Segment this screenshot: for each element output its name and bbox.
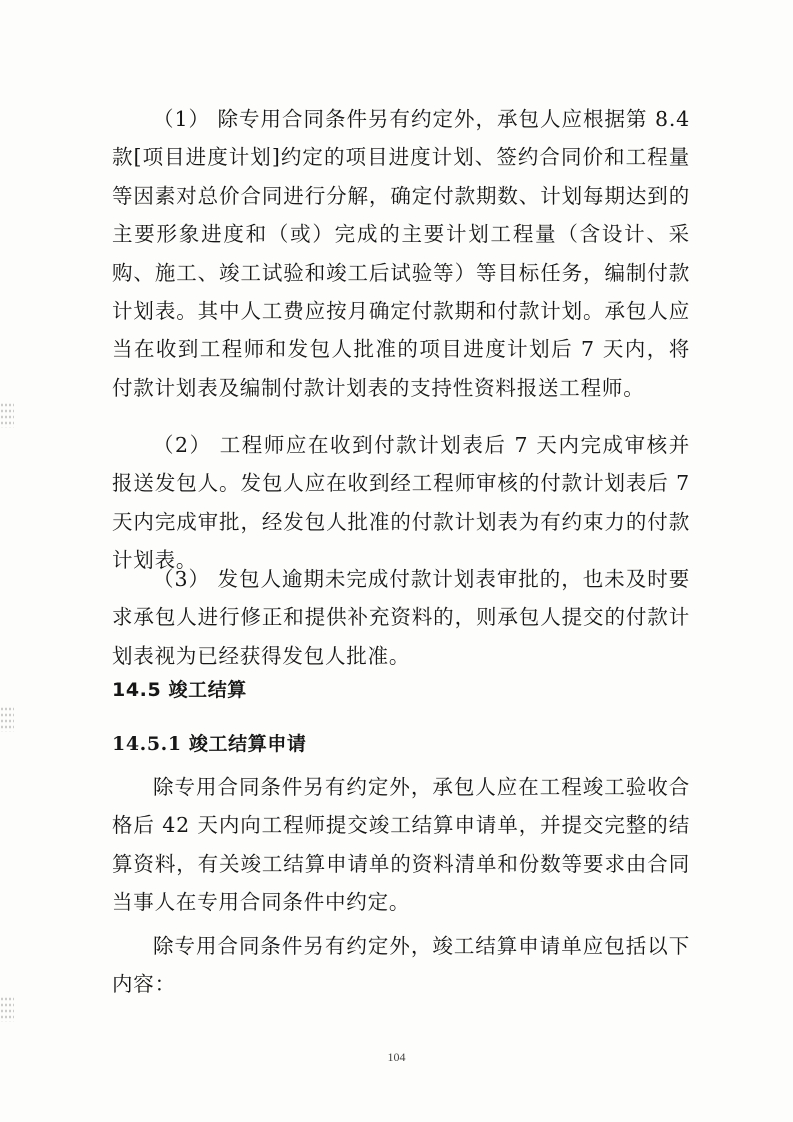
paragraph-payment-plan-2: （2） 工程师应在收到付款计划表后 7 天内完成审核并报送发包人。发包人应在收到经工程师审核的付款计划表后 7 天内完成审批，经发包人批准的付款计划表为有约束力的付款计划表。 — [112, 433, 690, 573]
scan-binding-mark — [0, 996, 14, 1022]
paragraph-payment-plan-1: （1） 除专用合同条件另有约定外，承包人应根据第 8.4 款[项目进度计划]约定的项目进度计划、签约合同价和工程量等因素对总价合同进行分解，确定付款期数、计划每期达到的主要形象进度和（或）完成的主要计划工程量（含设计、采购、施工、竣工试验和竣工后试验等）等目标任务，编制付款计划表。其中人工费应按月确定付款期和付款计划。承包人应当在收到工程师和发包人批准的项目进度计划后 7 天内，将付款计划表及编制付款计划表的支持性资料报送工程师。 — [112, 107, 690, 400]
scan-binding-mark — [0, 402, 14, 428]
paragraph-settlement-application: 除专用合同条件另有约定外，承包人应在工程竣工验收合格后 42 天内向工程师提交竣工结算申请单，并提交完整的结算资料，有关竣工结算申请单的资料清单和份数等要求由合同当事人在专用合同条件中约定。 — [112, 775, 690, 915]
subsection-heading: 14.5.1 竣工结算申请 — [112, 733, 307, 755]
scan-binding-mark — [0, 706, 14, 732]
page-number: 104 — [387, 1050, 406, 1064]
paragraph-payment-plan-3: （3） 发包人逾期未完成付款计划表审批的，也未及时要求承包人进行修正和提供补充资料的，则承包人提交的付款计划表视为已经获得发包人批准。 — [112, 567, 690, 668]
section-heading: 14.5 竣工结算 — [112, 679, 247, 701]
paragraph-settlement-contents: 除专用合同条件另有约定外，竣工结算申请单应包括以下内容： — [112, 934, 690, 997]
